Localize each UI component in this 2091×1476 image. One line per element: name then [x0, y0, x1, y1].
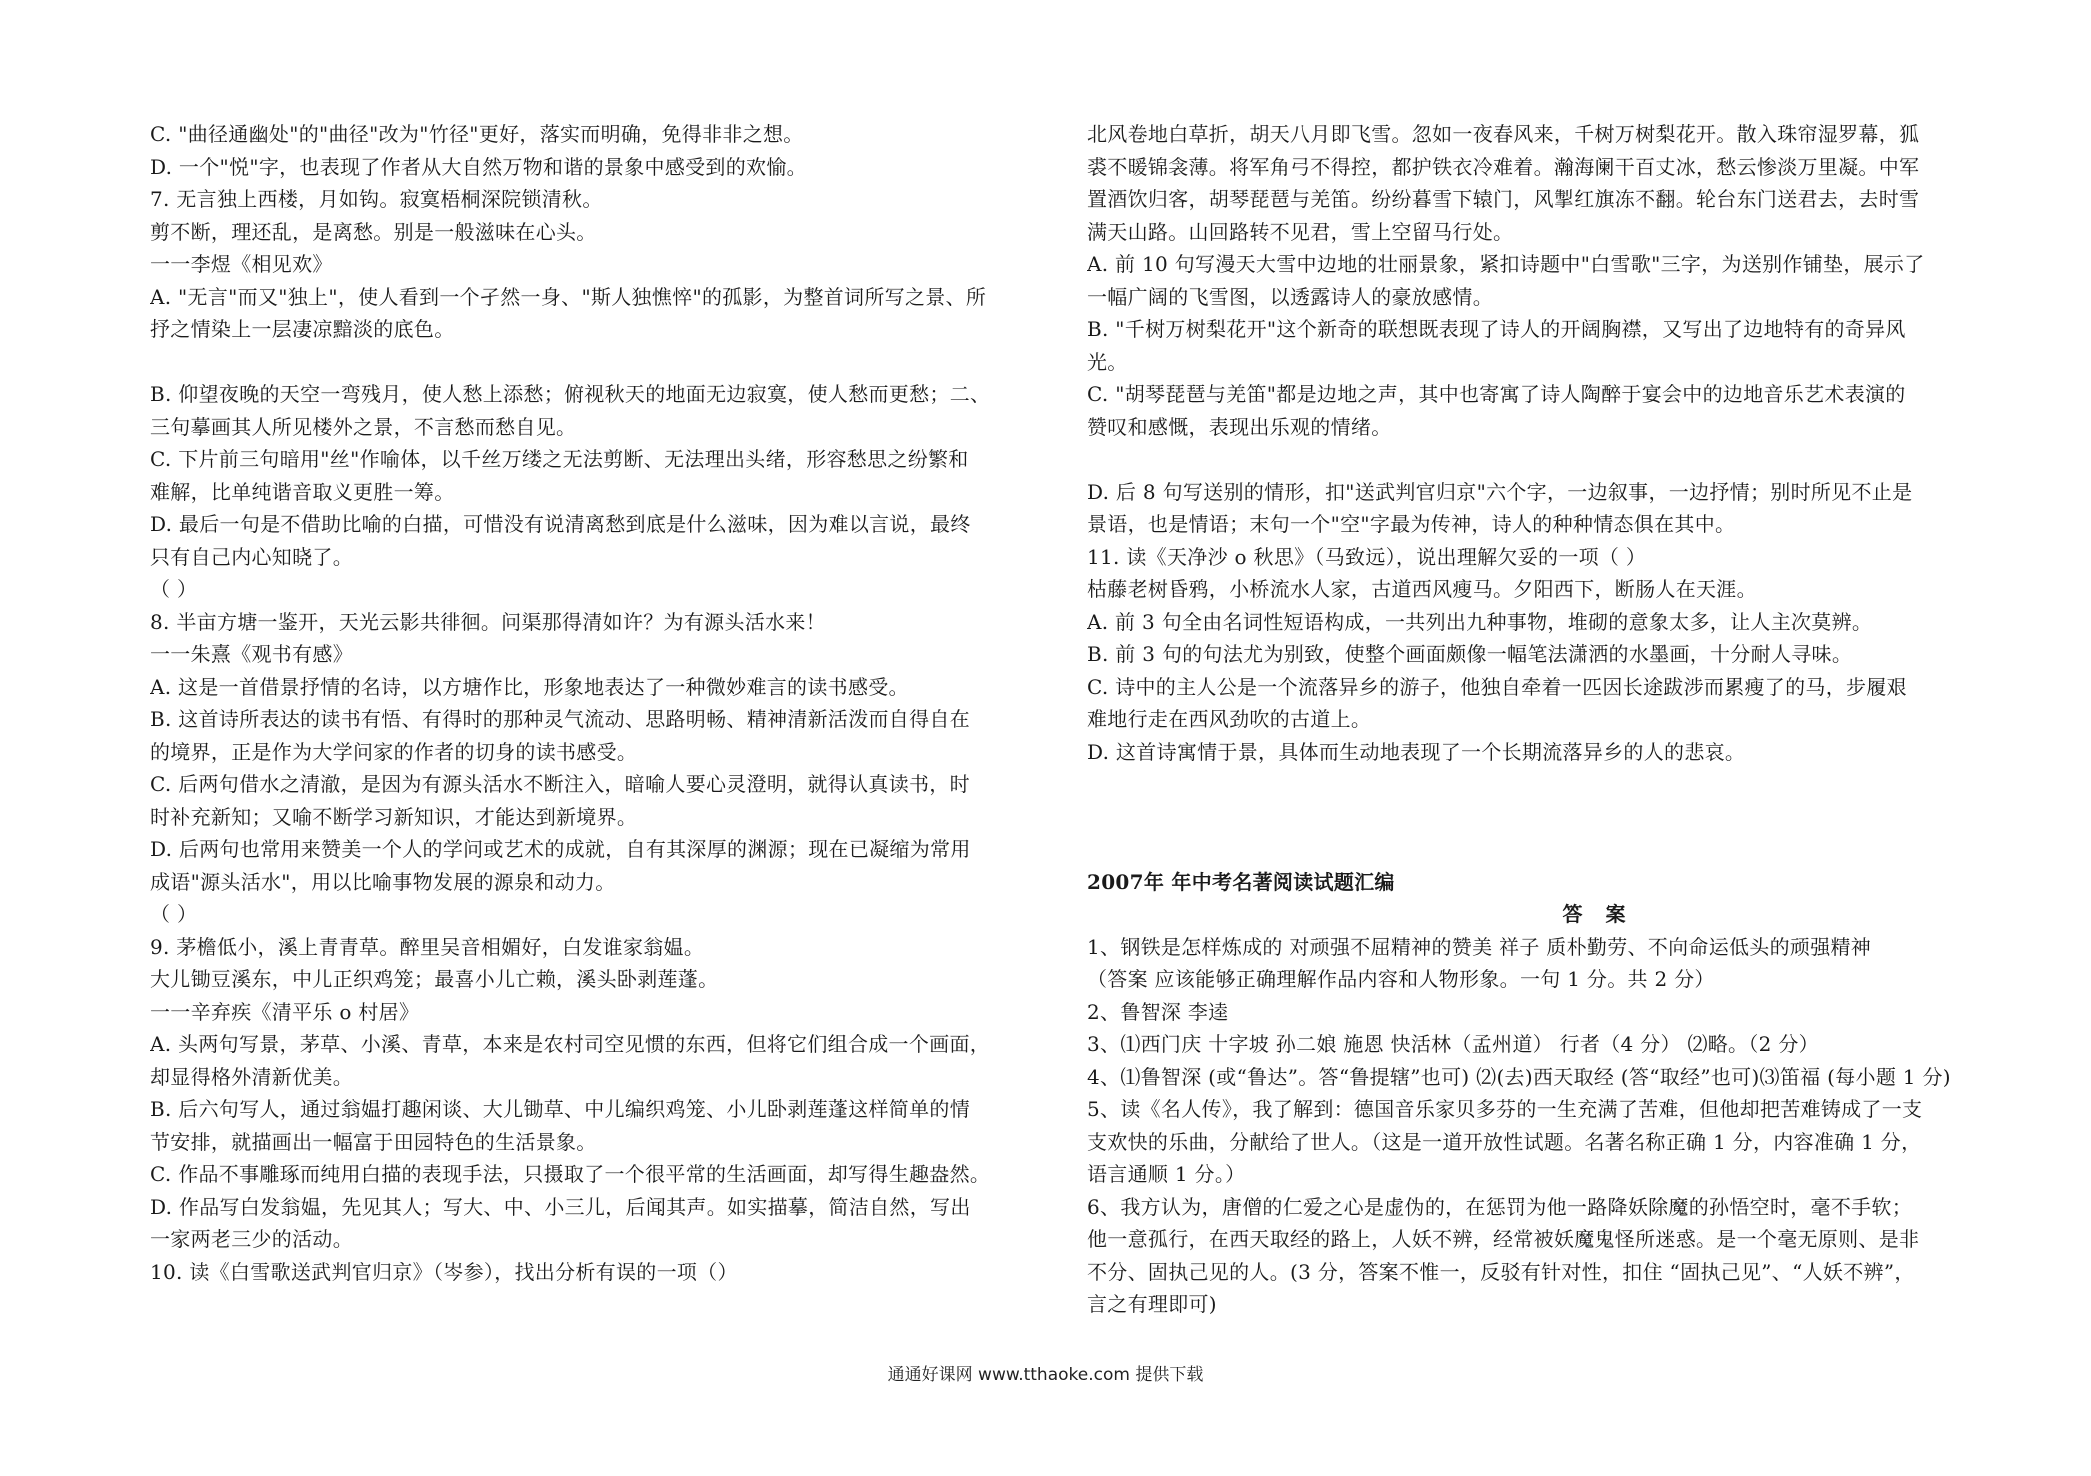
text-line: 枯藤老树昏鸦，小桥流水人家，古道西风瘦马。夕阳西下，断肠人在天涯。: [1087, 577, 1757, 601]
answers-list: [1087, 931, 1989, 1321]
text-line: （ ）: [150, 577, 198, 601]
text-line: 三句摹画其人所见楼外之景，不言愁而愁自见。: [150, 414, 577, 439]
answer-line: 4、⑴鲁智深 (或“鲁达”。答“鲁提辖”也可) ⑵(去)西天取经 (答“取经”也可)⑶笛福 (每小题 1 分): [1087, 1064, 1951, 1089]
text-line: D. 这首诗寓情于景，具体而生动地表现了一个长期流落异乡的人的悲哀。: [1087, 739, 1746, 764]
text-line: 的境界，正是作为大学问家的作者的切身的读书感受。: [150, 739, 638, 764]
answer-line: 3、⑴西门庆 十字坡 孙二娘 施恩 快活林（孟州道） 行者（4 分） ⑵略。（2 分）: [1087, 1032, 1819, 1056]
text-line: A. 这是一首借景抒情的名诗，以方塘作比，形象地表达了一种微妙难言的读书感受。: [150, 674, 909, 699]
text-line: 11. 读《天净沙 o 秋思》（马致远），说出理解欠妥的一项（ ）: [1087, 544, 1647, 569]
text-line: 一一李煜《相见欢》: [150, 252, 333, 276]
text-line: 时补充新知；又喻不断学习新知识，才能达到新境界。: [150, 804, 638, 829]
text-line: B. "千树万树梨花开"这个新奇的联想既表现了诗人的开阔胸襟，又写出了边地特有的奇异风: [1087, 317, 1906, 341]
answer-line: 5、读《名人传》，我了解到：德国音乐家贝多芬的一生充满了苦难，但他却把苦难铸成了一支: [1087, 1097, 1923, 1121]
text-line: C. "胡琴琵琶与羌笛"都是边地之声，其中也寄寓了诗人陶醉于宴会中的边地音乐艺术表演的: [1087, 382, 1906, 406]
section-heading: 2007年 年中考名著阅读试题汇编: [1087, 869, 1395, 894]
text-line: 景语，也是情语；末句一个"空"字最为传神，诗人的种种情态俱在其中。: [1087, 512, 1736, 536]
answer-line: 言之有理即可): [1087, 1292, 1217, 1316]
text-line: D. 后两句也常用来赞美一个人的学问或艺术的成就，自有其深厚的渊源；现在已凝缩为常用: [150, 837, 971, 861]
text-line: 赞叹和感慨，表现出乐观的情绪。: [1087, 414, 1392, 439]
answer-line: 语言通顺 1 分。）: [1087, 1162, 1246, 1186]
text-line: C. 后两句借水之清澈，是因为有源头活水不断注入，暗喻人要心灵澄明，就得认真读书，时: [150, 772, 970, 796]
text-line: 北风卷地白草折，胡天八月即飞雪。忽如一夜春风来，千树万树梨花开。散入珠帘湿罗幕，狐: [1087, 122, 1920, 146]
text-line: C. 下片前三句暗用"丝"作喻体，以千丝万缕之无法剪断、无法理出头绪，形容愁思之纷繁和: [150, 447, 969, 471]
text-line: 大儿锄豆溪东，中儿正织鸡笼；最喜小儿亡赖，溪头卧剥莲蓬。: [150, 967, 719, 991]
text-line: 10. 读《白雪歌送武判官归京》（岑参），找出分析有误的一项（）: [150, 1259, 738, 1284]
answer-line: 6、我方认为，唐僧的仁爱之心是虚伪的，在惩罚为他一路降妖除魔的孙悟空时，毫不手软；: [1087, 1194, 1913, 1219]
text-line: 节安排，就描画出一幅富于田园特色的生活景象。: [150, 1129, 597, 1154]
text-line: 一一朱熹《观书有感》: [150, 642, 353, 666]
answer-line: 2、鲁智深 李逵: [1087, 999, 1229, 1024]
text-line: 置酒饮归客，胡琴琵琶与羌笛。纷纷暮雪下辕门，风掣红旗冻不翻。轮台东门送君去，去时雪: [1087, 187, 1920, 211]
text-line: A. 头两句写景，茅草、小溪、青草，本来是农村司空见惯的东西，但将它们组合成一个画面，: [150, 1032, 991, 1056]
text-line: 7. 无言独上西楼，月如钩。寂寞梧桐深院锁清秋。: [150, 187, 603, 211]
text-line: 成语"源头活水"，用以比喻事物发展的源泉和动力。: [150, 869, 616, 894]
text-line: 抒之情染上一层凄凉黯淡的底色。: [150, 317, 455, 341]
text-line: 剪不断，理还乱，是离愁。别是一般滋味在心头。: [150, 219, 597, 244]
footer-credit: 通通好课网 www.tthaoke.com 提供下载: [887, 1365, 1204, 1385]
text-line: C. 诗中的主人公是一个流落异乡的游子，他独自牵着一匹因长途跋涉而累瘦了的马，步履艰: [1087, 674, 1907, 699]
text-line: B. 前 3 句的句法尤为别致，使整个画面颇像一幅笔法潇洒的水墨画，十分耐人寻味。: [1087, 642, 1853, 666]
text-line: 一家两老三少的活动。: [150, 1227, 353, 1251]
answer-line: 他一意孤行，在西天取经的路上，人妖不辨，经常被妖魔鬼怪所迷惑。是一个毫无原则、是非: [1087, 1227, 1920, 1251]
answer-line: 1、钢铁是怎样炼成的 对顽强不屈精神的赞美 祥子 质朴勤劳、不向命运低头的顽强精神: [1087, 934, 1872, 959]
text-line: A. 前 10 句写漫天大雪中边地的壮丽景象，紧扣诗题中"白雪歌"三字，为送别作铺垫，展示了: [1087, 252, 1925, 276]
text-line: 8. 半亩方塘一鉴开，天光云影共徘徊。问渠那得清如许？为有源头活水来！: [150, 609, 826, 634]
text-line: D. 后 8 句写送别的情形，扣"送武判官归京"六个字，一边叙事，一边抒情；别时所见不止是: [1087, 479, 1913, 504]
text-line: D. 作品写白发翁媪，先见其人；写大、中、小三儿，后闻其声。如实描摹，简洁自然，写出: [150, 1194, 971, 1219]
text-line: B. 这首诗所表达的读书有悟、有得时的那种灵气流动、思路明畅、精神清新活泼而自得自在: [150, 707, 971, 731]
text-line: A. 前 3 句全由名词性短语构成，一共列出九种事物，堆砌的意象太多，让人主次莫辨。: [1087, 609, 1873, 634]
text-line: 难地行走在西风劲吹的古道上。: [1087, 707, 1372, 731]
right-questions: [1087, 118, 1989, 768]
text-line: 裘不暖锦衾薄。将军角弓不得控，都护铁衣冷难着。瀚海阑干百丈冰，愁云惨淡万里凝。中军: [1087, 154, 1920, 179]
text-line: 光。: [1087, 349, 1128, 374]
text-line: 9. 茅檐低小，溪上青青草。醉里吴音相媚好，白发谁家翁媪。: [150, 934, 705, 959]
text-line: B. 后六句写人，通过翁媪打趣闲谈、大儿锄草、中儿编织鸡笼、小儿卧剥莲蓬这样简单的情: [150, 1097, 971, 1121]
text-line: 一幅广阔的飞雪图，以透露诗人的豪放感情。: [1087, 284, 1493, 309]
text-line: B. 仰望夜晚的天空一弯残月，使人愁上添愁；俯视秋天的地面无边寂寞，使人愁而更愁；二、: [150, 382, 991, 406]
text-line: [1087, 443, 1989, 476]
answer-line: 支欢快的乐曲，分献给了世人。（这是一道开放性试题。名著名称正确 1 分，内容准确 1 分，: [1087, 1129, 1922, 1154]
text-line: A. "无言"而又"独上"，使人看到一个孑然一身、"斯人独憔悴"的孤影，为整首词所写之景、所: [150, 284, 987, 309]
answer-line: （答案 应该能够正确理解作品内容和人物形象。一句 1 分。共 2 分）: [1087, 967, 1715, 991]
text-line: C. "曲径通幽处"的"曲径"改为"竹径"更好，落实而明确，免得非非之想。: [150, 122, 804, 146]
text-line: [150, 346, 1042, 379]
text-line: 难解，比单纯谐音取义更胜一筹。: [150, 479, 455, 504]
text-line: （ ）: [150, 902, 198, 926]
text-line: C. 作品不事雕琢而纯用白描的表现手法，只摄取了一个很平常的生活画面，却写得生趣盎然。: [150, 1162, 991, 1186]
left-column: [150, 118, 1042, 1288]
text-line: 满天山路。山回路转不见君，雪上空留马行处。: [1087, 219, 1514, 244]
text-line: 却显得格外清新优美。: [150, 1064, 353, 1089]
text-line: 一一辛弃疾《清平乐 o 村居》: [150, 999, 420, 1024]
text-line: 只有自己内心知晓了。: [150, 544, 353, 569]
right-column: [1087, 118, 1989, 1321]
text-line: D. 一个"悦"字，也表现了作者从大自然万物和谐的景象中感受到的欢愉。: [150, 154, 807, 179]
text-line: D. 最后一句是不借助比喻的白描，可惜没有说清离愁到底是什么滋味，因为难以言说，最终: [150, 512, 971, 536]
answer-title: 答 案: [1562, 902, 1634, 926]
answer-line: 不分、固执己见的人。(3 分，答案不惟一，反驳有针对性，扣住 “固执己见”、“人妖不辨”，: [1087, 1259, 1915, 1284]
